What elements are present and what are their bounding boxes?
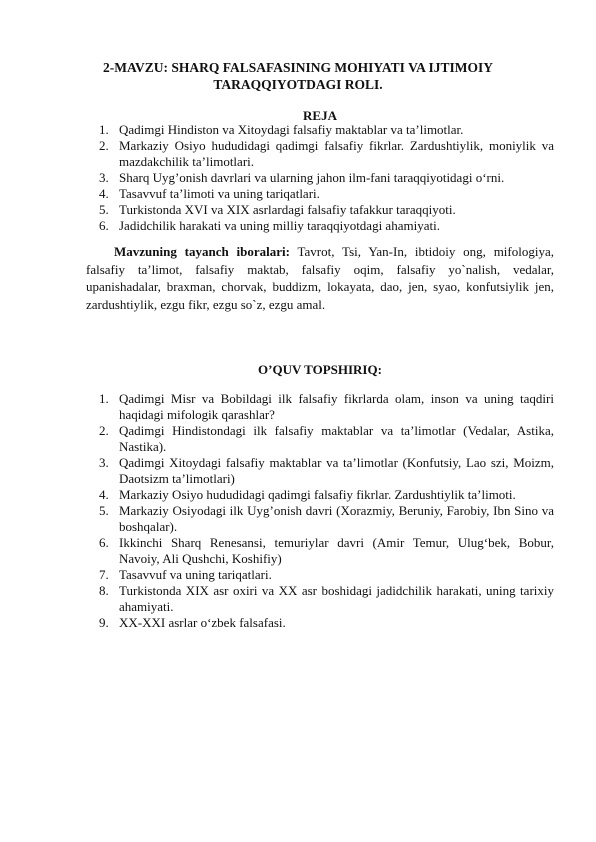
plan-item [88,138,554,170]
keywords-text: Tavrot, Tsi, Yan-In, ibtidoiy ong, mifologiya, falsafiy ta’limot, falsafiy maktab, falsafiy oqim, falsafiy yo`nalish, vedalar, upanishadalar, braxman, chorvak, buddizm, lokayata, dao, jen, syao, konfutsiylik jen, zardushtiylik, ezgu fikr, ezgu so`z, ezgu amal. [86,244,554,312]
plan-item-number: 1. [99,122,109,137]
task-item-text: Qadimgi Hindistondagi ilk falsafiy maktablar va ta’limotlar (Vedalar, Astika, Nastika). [119,423,554,454]
task-item-number: 3. [99,455,109,470]
tasks-heading: O’QUV TOPSHIRIQ: [258,362,382,377]
task-item-number: 7. [99,567,109,582]
plan-item [88,170,554,186]
task-item-text: Markaziy Osiyo hududidagi qadimgi falsafiy fikrlar. Zardushtiylik ta’limoti. [119,487,516,502]
task-item-number: 6. [99,535,109,550]
task-item-text: Markaziy Osiyodagi ilk Uyg’onish davri (Xorazmiy, Beruniy, Farobiy, Ibn Sino va boshqalar). [119,503,554,534]
task-item-text: Qadimgi Misr va Bobildagi ilk falsafiy fikrlarda olam, inson va uning taqdiri haqidagi mifologik qarashlar? [119,391,554,422]
keywords-label: Mavzuning tayanch iboralari: [114,244,290,259]
task-item-number: 8. [99,583,109,598]
plan-item-number: 2. [99,138,109,153]
task-item [88,503,554,535]
title-line-1: 2-MAVZU: SHARQ FALSAFASINING MOHIYATI VA IJTIMOIY [103,60,493,75]
plan-item-text: Tasavvuf ta’limoti va uning tariqatlari. [119,186,320,201]
plan-item-number: 6. [99,218,109,233]
plan-item [88,218,554,234]
plan-item-number: 3. [99,170,109,185]
task-item-text: Turkistonda XIX asr oxiri va XX asr boshidagi jadidchilik harakati, uning tarixiy ahamiyati. [119,583,554,614]
task-item-number: 5. [99,503,109,518]
task-item-text: Tasavvuf va uning tariqatlari. [119,567,272,582]
plan-item-text: Markaziy Osiyo hududidagi qadimgi falsafiy fikrlar. Zardushtiylik, moniylik va mazdakchilik ta’limotlari. [119,138,554,169]
task-item-text: Ikkinchi Sharq Renesansi, temuriylar davri (Amir Temur, Ulug‘bek, Bobur, Navoiy, Ali Qushchi, Koshifiy) [119,535,554,566]
plan-item [88,122,554,138]
task-item [88,423,554,455]
task-item [88,455,554,487]
plan-heading: REJA [303,108,337,123]
task-item-text: Qadimgi Xitoydagi falsafiy maktablar va ta’limotlar (Konfutsiy, Lao szi, Moizm, Daotsizm ta’limotlari) [119,455,554,486]
task-item [88,391,554,423]
title-line-2: TARAQQIYOTDAGI ROLI. [213,77,383,92]
task-item [88,615,554,631]
plan-list [88,122,554,234]
plan-item-text: Sharq Uyg’onish davrlari va ularning jahon ilm-fani taraqqiyotidagi o‘rni. [119,170,505,185]
task-item-number: 2. [99,423,109,438]
task-item [88,487,554,503]
plan-item-text: Turkistonda XVI va XIX asrlardagi falsafiy tafakkur taraqqiyoti. [119,202,456,217]
page-title [60,59,536,93]
task-item-number: 9. [99,615,109,630]
tasks-list [88,391,554,631]
plan-item [88,186,554,202]
task-item [88,535,554,567]
task-item [88,567,554,583]
plan-item-text: Qadimgi Hindiston va Xitoydagi falsafiy maktablar va ta’limotlar. [119,122,464,137]
task-item-number: 4. [99,487,109,502]
task-item-text: XX-XXI asrlar o‘zbek falsafasi. [119,615,286,630]
plan-item-text: Jadidchilik harakati va uning milliy taraqqiyotdagi ahamiyati. [119,218,440,233]
task-item [88,583,554,615]
plan-item [88,202,554,218]
keywords-paragraph [86,243,554,313]
task-item-number: 1. [99,391,109,406]
plan-item-number: 5. [99,202,109,217]
plan-item-number: 4. [99,186,109,201]
